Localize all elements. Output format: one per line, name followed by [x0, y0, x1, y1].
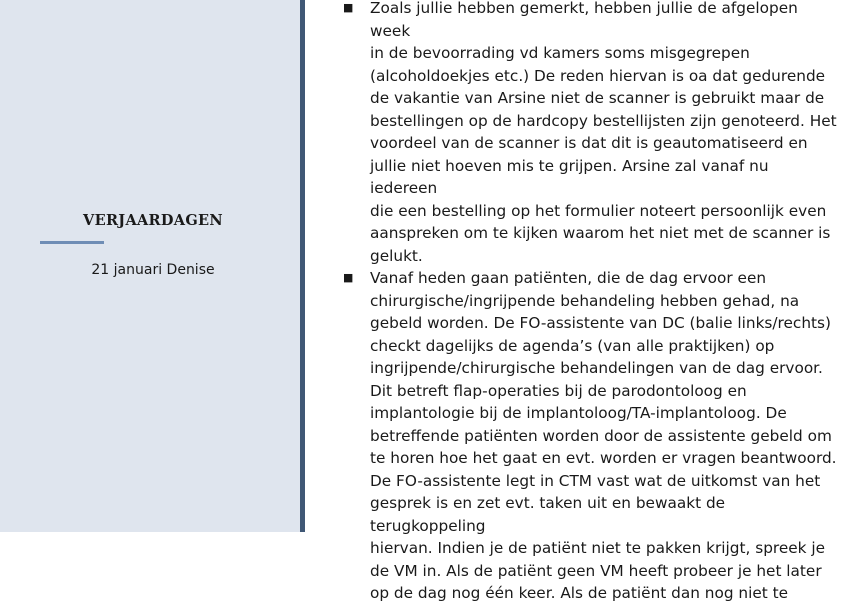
heading-underline — [40, 241, 104, 244]
bullet-square-icon: ■ — [343, 271, 354, 284]
birthday-entry: 21 januari Denise — [91, 262, 215, 278]
announcement-scanner — [340, 0, 840, 267]
bullet-square-icon: ■ — [343, 1, 354, 14]
column-divider — [300, 0, 305, 532]
announcement-text: Zoals jullie hebben gemerkt, hebben jullie de afgelopen week in de bevoorrading vd kamers soms misgegrepen (alcoholdoekjes etc.) De reden hiervan is oa dat gedurende de vakantie van Arsine niet de scanner is gebruikt maar de bestellingen op de hardcopy bestellijsten zijn genoteerd. Het voordeel van de scanner is dat dit is geautomatiseerd en jullie niet hoeven mis te grijpen. Arsine zal vanaf nu iedereen die een bestelling op het formulier noteert persoonlijk even aanspreken om te kijken waarom het niet met de scanner is gelukt. — [370, 0, 837, 265]
sidebar-panel — [0, 0, 300, 532]
announcement-text: Vanaf heden gaan patiënten, die de dag ervoor een chirurgische/ingrijpende behandeling hebben gehad, na gebeld worden. De FO-assistente van DC (balie links/rechts) checkt dagelijks de agenda’s (van alle praktijken) op ingrijpende/chirurgische behandelingen van de dag ervoor. Dit betreft flap-operaties bij de parodontoloog en implantologie bij de implantoloog/TA-implantoloog. De betreffende patiënten worden door de assistente gebeld om te horen hoe het gaat en evt. worden er vragen beantwoord. De FO-assistente legt in CTM vast wat de uitkomst van het gesprek is en zet evt. taken uit en bewaakt de terugkoppeling hiervan. Indien je de patiënt niet te pakken krijgt, spreek je de VM in. Als de patiënt geen VM heeft probeer je het later op de dag nog één keer. Als de patiënt dan nog niet te — [370, 269, 837, 602]
main-content — [340, 0, 840, 605]
announcement-callback — [340, 267, 840, 605]
birthdays-heading: VERJAARDAGEN — [83, 212, 223, 229]
announcement-list — [340, 0, 840, 605]
